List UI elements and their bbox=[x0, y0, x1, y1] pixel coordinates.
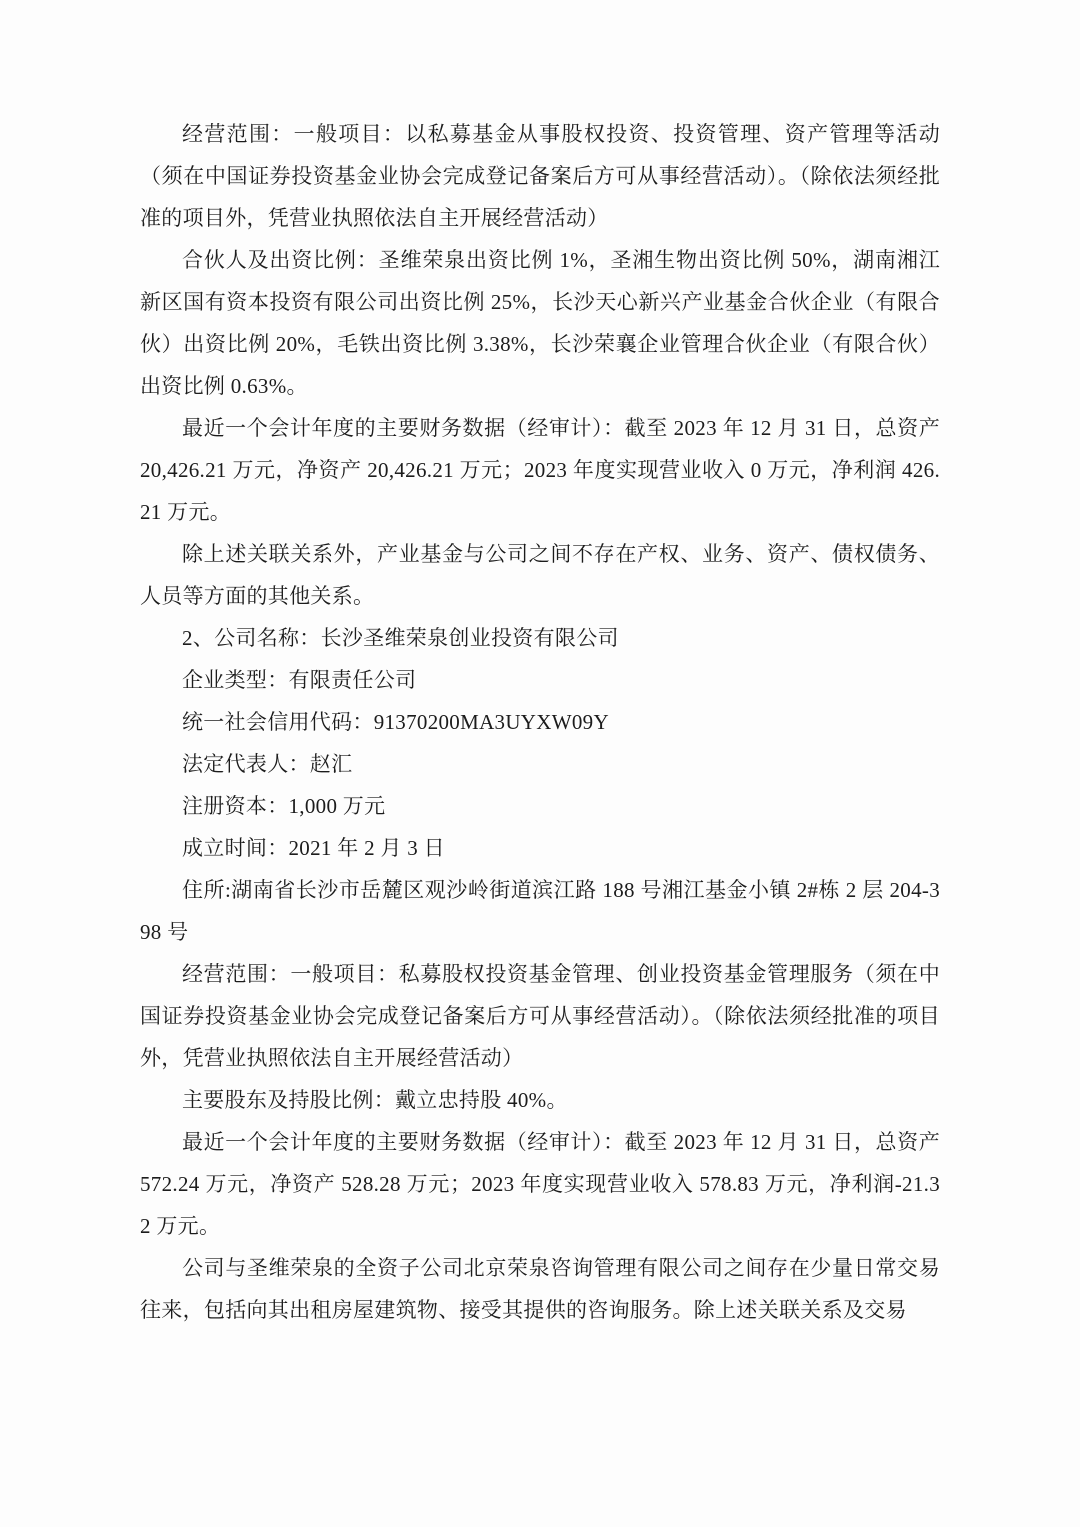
paragraph-daily-transactions: 公司与圣维荣泉的全资子公司北京荣泉咨询管理有限公司之间存在少量日常交易往来，包括向其出租房屋建筑物、接受其提供的咨询服务。除上述关联关系及交易 bbox=[140, 1256, 940, 1322]
paragraph-partners-contribution: 合伙人及出资比例：圣维荣泉出资比例 1%，圣湘生物出资比例 50%，湖南湘江新区国有资本投资有限公司出资比例 25%，长沙天心新兴产业基金合伙企业（有限合伙）出资比例 20%，毛铁出资比例 3.38%，长沙荣襄企业管理合伙企业（有限合伙）出资比例 0.63%。 bbox=[140, 248, 940, 398]
paragraph-financial-data-fund: 最近一个会计年度的主要财务数据（经审计）：截至 2023 年 12 月 31 日，总资产 20,426.21 万元，净资产 20,426.21 万元；2023 年度实现营业收入 0 万元，净利润 426.21 万元。 bbox=[140, 416, 940, 524]
paragraph-company-type: 企业类型：有限责任公司 bbox=[182, 668, 417, 692]
paragraph-business-scope-company: 经营范围：一般项目：私募股权投资基金管理、创业投资基金管理服务（须在中国证券投资基金业协会完成登记备案后方可从事经营活动）。（除依法须经批准的项目外，凭营业执照依法自主开展经营活动） bbox=[140, 962, 940, 1070]
paragraph-no-other-relations: 除上述关联关系外，产业基金与公司之间不存在产权、业务、资产、债权债务、人员等方面的其他关系。 bbox=[140, 542, 940, 608]
paragraph-registered-capital: 注册资本：1,000 万元 bbox=[182, 794, 386, 818]
paragraph-establish-date: 成立时间：2021 年 2 月 3 日 bbox=[182, 836, 445, 860]
paragraph-financial-data-company: 最近一个会计年度的主要财务数据（经审计）：截至 2023 年 12 月 31 日，总资产 572.24 万元，净资产 528.28 万元；2023 年度实现营业收入 578.83 万元，净利润-21.32 万元。 bbox=[140, 1130, 940, 1238]
document-body bbox=[140, 113, 940, 1331]
paragraph-company-name: 2、公司名称：长沙圣维荣泉创业投资有限公司 bbox=[182, 626, 619, 650]
paragraph-business-scope-fund: 经营范围：一般项目：以私募基金从事股权投资、投资管理、资产管理等活动（须在中国证券投资基金业协会完成登记备案后方可从事经营活动）。（除依法须经批准的项目外，凭营业执照依法自主开展经营活动） bbox=[140, 122, 940, 230]
paragraph-address: 住所:湖南省长沙市岳麓区观沙岭街道滨江路 188 号湘江基金小镇 2#栋 2 层 204-398 号 bbox=[140, 878, 940, 944]
paragraph-credit-code: 统一社会信用代码：91370200MA3UYXW09Y bbox=[182, 710, 609, 734]
paragraph-legal-representative: 法定代表人：赵汇 bbox=[182, 752, 353, 776]
paragraph-major-shareholder: 主要股东及持股比例：戴立忠持股 40%。 bbox=[182, 1088, 568, 1112]
